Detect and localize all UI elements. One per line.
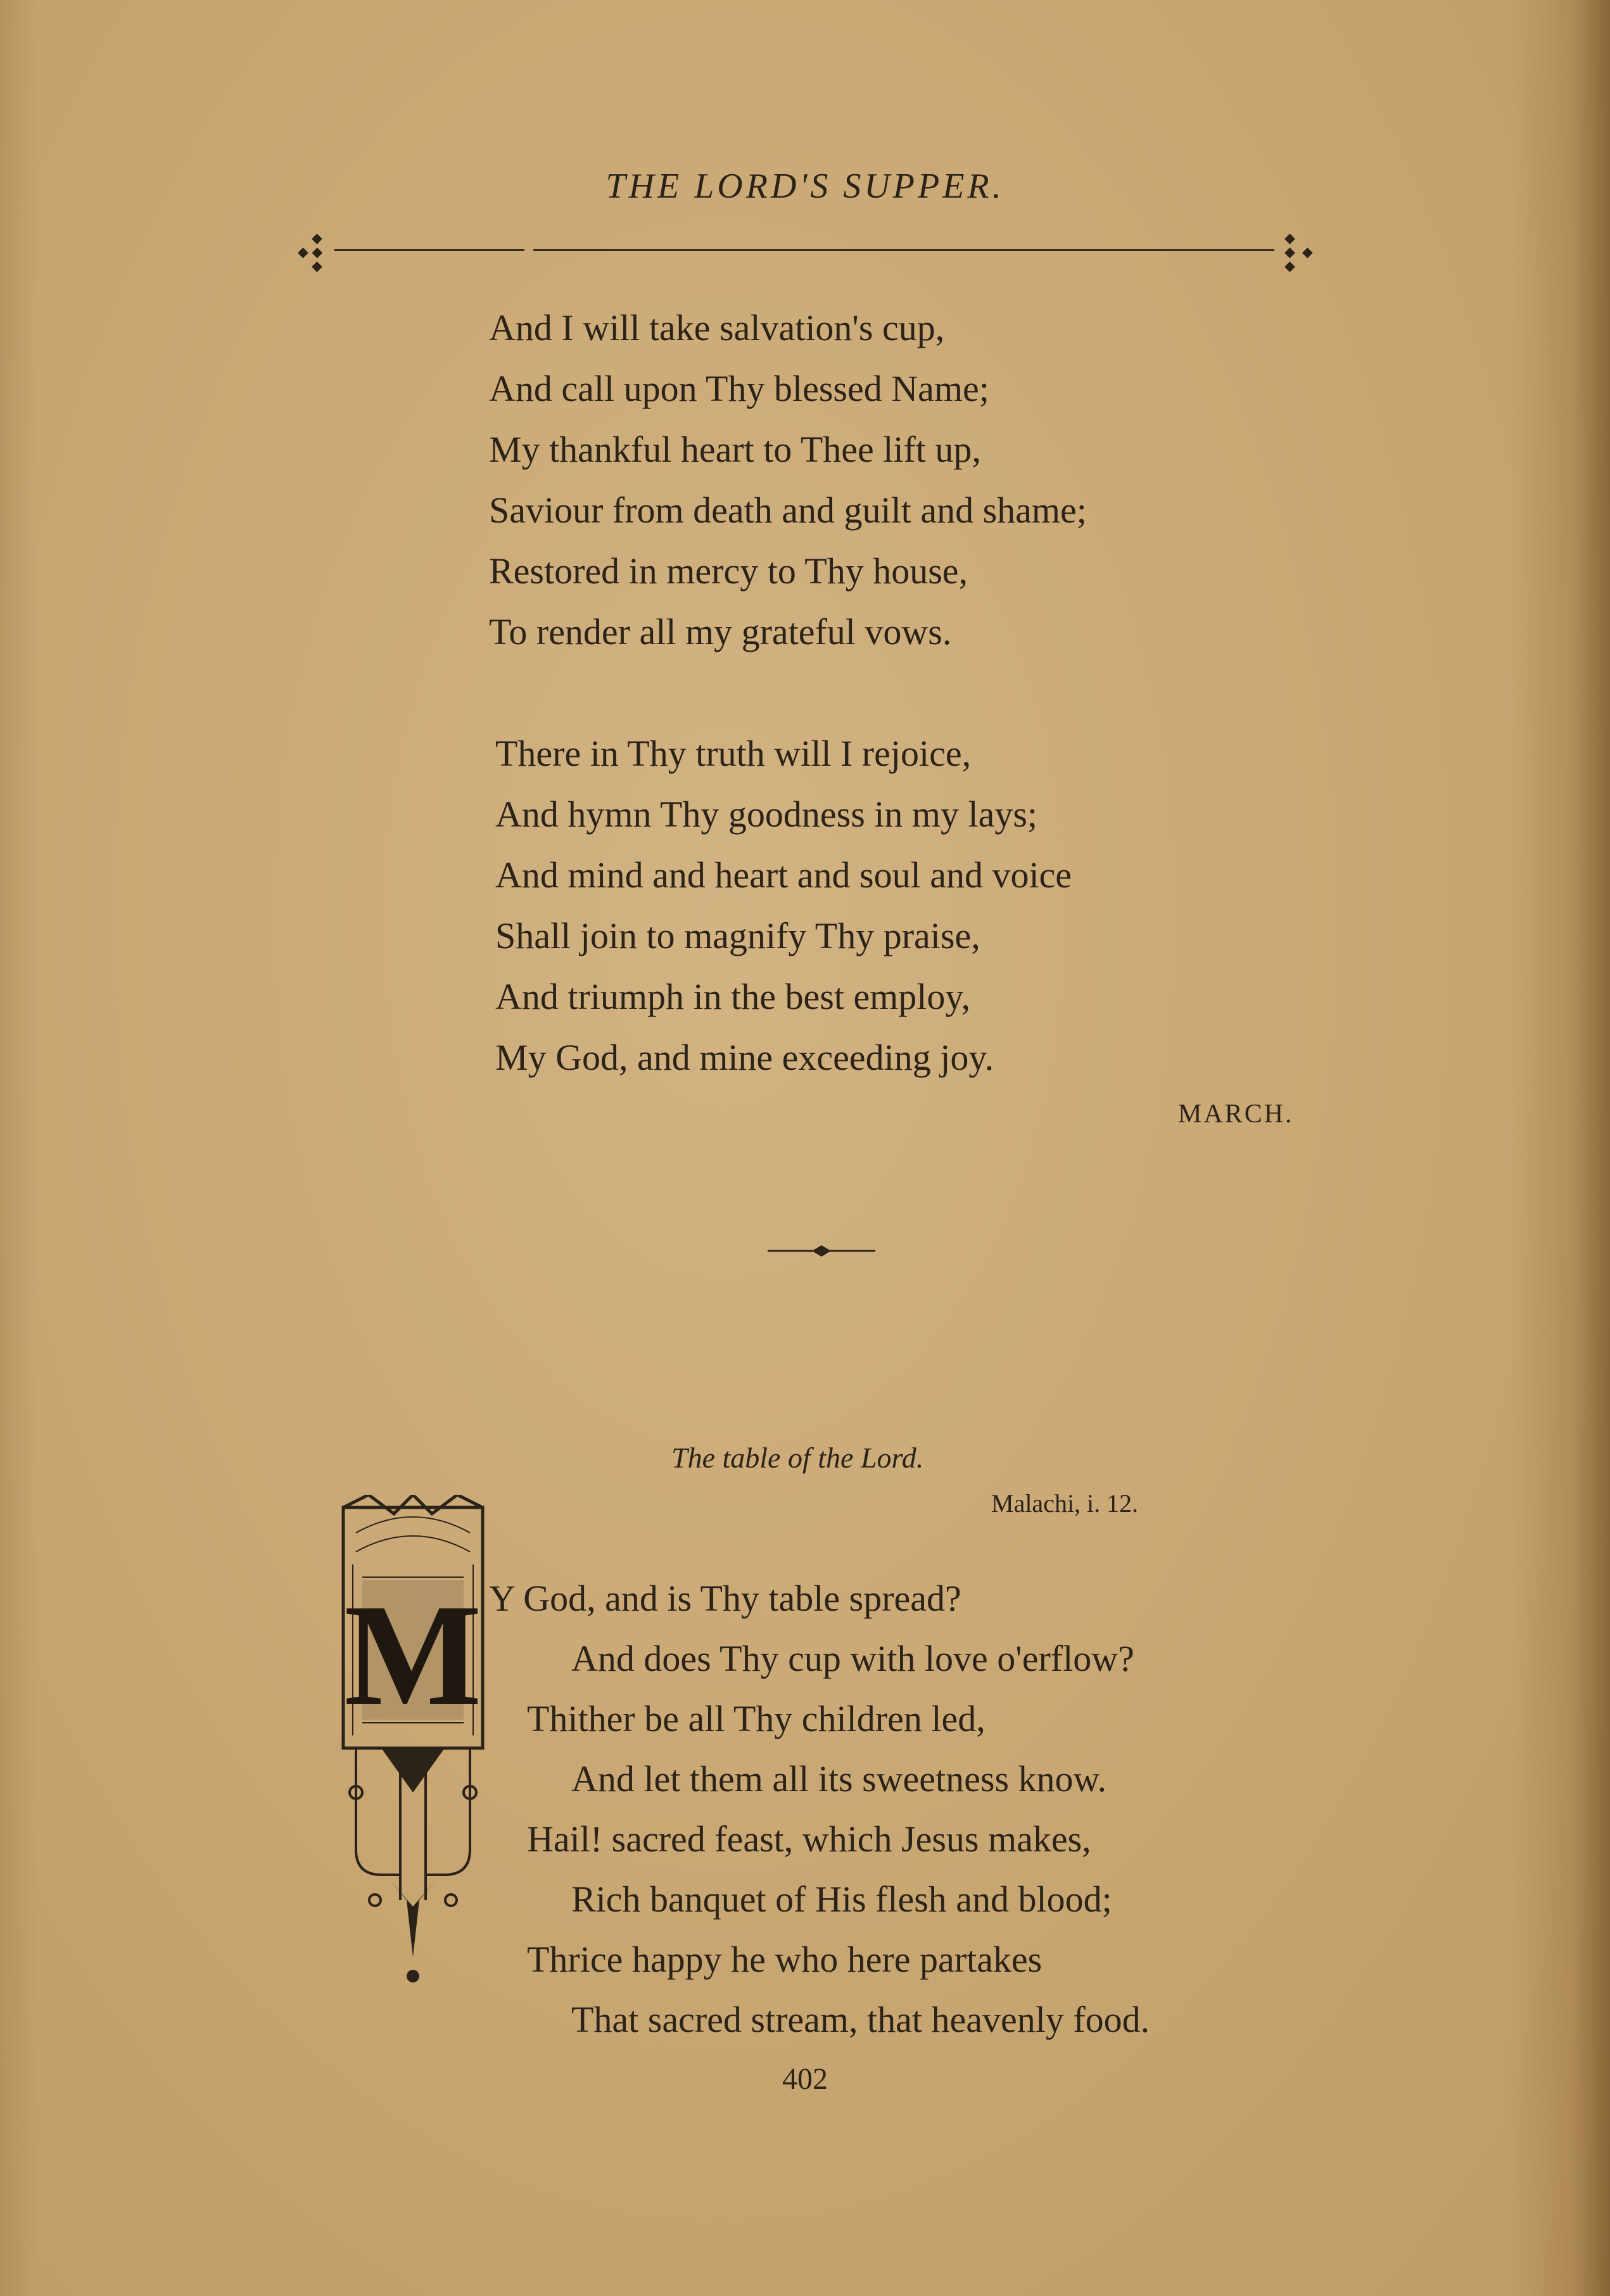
drop-cap-letter: M [344, 1574, 482, 1735]
verse-line: And does Thy cup with love o'erflow? [571, 1638, 1134, 1679]
verse-line: Thrice happy he who here partakes [527, 1939, 1043, 1980]
hymn2-title: The table of the Lord. [671, 1442, 924, 1474]
right-ornament-dots: ◆ ◆ ◆ ◆ [1284, 230, 1313, 274]
verse-line: To render all my grateful vows. [489, 611, 952, 652]
verse-line: Saviour from death and guilt and shame; [489, 490, 1087, 531]
verse-line: My God, and mine exceeding joy. [495, 1037, 994, 1078]
verse-line: And hymn Thy goodness in my lays; [495, 794, 1038, 835]
hymn2-citation: Malachi, i. 12. [991, 1489, 1139, 1518]
verse-line: Restored in mercy to Thy house, [489, 550, 968, 592]
verse-line: And mind and heart and soul and voice [495, 854, 1072, 896]
hymn1-stanza2 [495, 723, 1072, 1088]
verse-line: And call upon Thy blessed Name; [489, 368, 989, 409]
verse-line: Shall join to magnify Thy praise, [495, 915, 980, 956]
hymn1-stanza1 [489, 298, 1087, 663]
header-rule-right [533, 249, 1274, 251]
header-rule-left [334, 249, 524, 251]
verse-line: There in Thy truth will I rejoice, [495, 733, 972, 774]
verse-line: My thankful heart to Thee lift up, [489, 429, 981, 470]
decorated-drop-cap [331, 1495, 495, 1989]
verse-line: Thither be all Thy children led, [527, 1698, 986, 1739]
hymn1-author: MARCH. [1178, 1100, 1294, 1129]
page-number: 402 [782, 2062, 828, 2096]
verse-line: That sacred stream, that heavenly food. [571, 1999, 1150, 2040]
verse-line: And let them all its sweetness know. [571, 1758, 1107, 1799]
running-title: THE LORD'S SUPPER. [605, 167, 1005, 206]
verse-line: Y God, and is Thy table spread? [489, 1578, 961, 1619]
section-divider-ornament [768, 1241, 875, 1260]
verse-line: Hail! sacred feast, which Jesus makes, [527, 1818, 1091, 1860]
left-ornament-dots: ◆ ◆ ◆ ◆ [298, 230, 323, 274]
verse-line: And triumph in the best employ, [495, 976, 971, 1017]
hymn2-text [489, 1568, 1150, 2050]
verse-line: And I will take salvation's cup, [489, 307, 945, 348]
verse-line: Rich banquet of His flesh and blood; [571, 1879, 1112, 1920]
